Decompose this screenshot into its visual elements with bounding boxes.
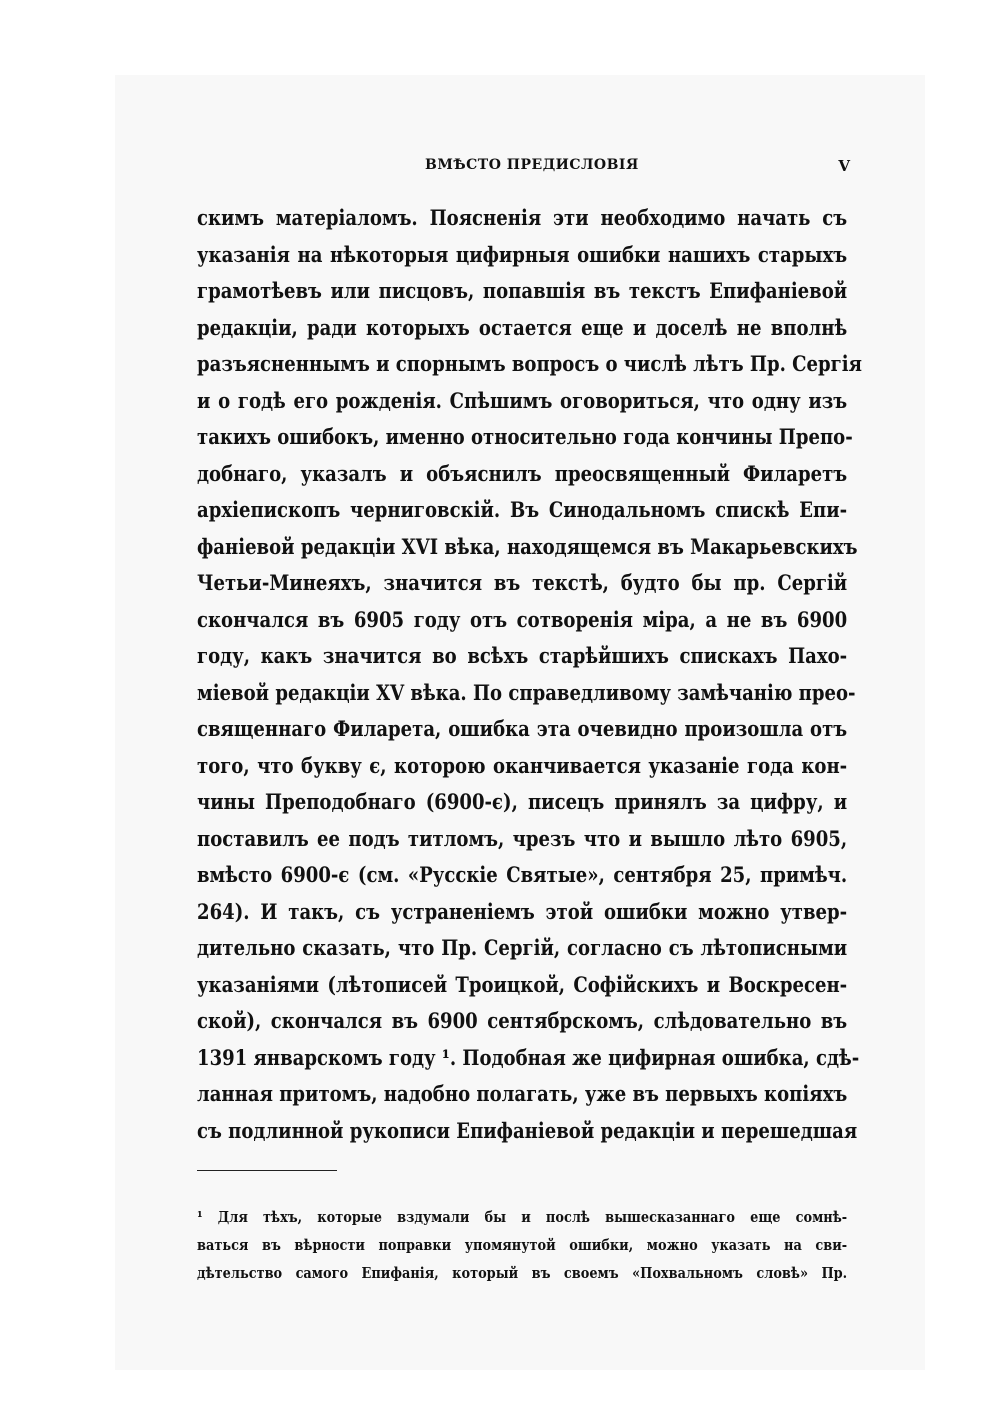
text-line: скончался въ 6905 году отъ сотворенія міра, а не въ 6900	[197, 606, 848, 632]
text-line: Четьи-Минеяхъ, значится въ текстѣ, будто бы пр. Сергій	[197, 570, 848, 595]
text-line: того, что букву є, которою оканчивается указаніе года кон-	[197, 752, 848, 778]
footnote-line: ¹ Для тѣхъ, которые вздумали бы и послѣ вышесказаннаго еще сомнѣ-	[197, 1208, 848, 1226]
text-line: 1391 январскомъ году ¹. Подобная же цифирная ошибка, сдѣ-	[197, 1044, 860, 1070]
text-line: указанія на нѣкоторыя цифирныя ошибки нашихъ старыхъ	[197, 241, 848, 267]
text-line: фаніевой редакціи XVI вѣка, находящемся въ Макарьевскихъ	[197, 533, 858, 559]
text-line: чины Преподобнаго (6900-є), писецъ принялъ за цифру, и	[197, 789, 848, 814]
header-title: ВМѢСТО ПРЕДИСЛОВІЯ	[425, 157, 639, 173]
footnotes	[197, 1203, 848, 1287]
text-line: скимъ матеріаломъ. Поясненія эти необходимо начать съ	[197, 205, 848, 230]
running-header	[195, 157, 850, 181]
footnote-divider	[197, 1170, 337, 1171]
footnote-line: дѣтельство самого Епифанія, который въ своемъ «Похвальномъ словѣ» Пр.	[197, 1264, 848, 1282]
text-line: ланная притомъ, надобно полагать, уже въ первыхъ копіяхъ	[197, 1081, 848, 1106]
text-line: грамотѣевъ или писцовъ, попавшія въ текстъ Епифаніевой	[197, 278, 848, 303]
text-line: такихъ ошибокъ, именно относительно года кончины Препо-	[197, 424, 853, 449]
text-line: вмѣсто 6900-є (см. «Русскіе Святые», сентября 25, примѣч.	[197, 862, 848, 887]
text-line: міевой редакціи XV вѣка. По справедливому замѣчанію прео-	[197, 679, 856, 705]
text-line: дительно сказать, что Пр. Сергій, согласно съ лѣтописными	[197, 935, 848, 960]
body-text	[197, 200, 862, 1149]
text-line: разъясненнымъ и спорнымъ вопросъ о числѣ лѣтъ Пр. Сергія	[197, 351, 862, 376]
text-line: поставилъ ее подъ титломъ, чрезъ что и вышло лѣто 6905,	[197, 825, 848, 851]
text-line: 264). И такъ, съ устраненіемъ этой ошибки можно утвер-	[197, 898, 848, 924]
text-line: указаніями (лѣтописей Троицкой, Софійскихъ и Воскресен-	[197, 971, 848, 997]
footnote-line: ваться въ вѣрности поправки упомянутой ошибки, можно указать на сви-	[197, 1236, 848, 1254]
page-number: V	[838, 157, 850, 175]
text-line: священнаго Филарета, ошибка эта очевидно произошла отъ	[197, 716, 848, 741]
text-line: съ подлинной рукописи Епифаніевой редакціи и перешедшая	[197, 1117, 858, 1143]
text-line: году, какъ значится во всѣхъ старѣйшихъ спискахъ Пахо-	[197, 643, 848, 668]
text-line: ской), скончался въ 6900 сентябрскомъ, слѣдовательно въ	[197, 1008, 848, 1033]
text-line: добнаго, указалъ и объяснилъ преосвященный Филаретъ	[197, 460, 848, 486]
text-line: редакціи, ради которыхъ остается еще и доселѣ не вполнѣ	[197, 314, 848, 340]
text-line: архіепископъ черниговскій. Въ Синодальномъ спискѣ Епи-	[197, 497, 848, 522]
text-line: и о годѣ его рожденія. Спѣшимъ оговориться, что одну изъ	[197, 387, 848, 413]
